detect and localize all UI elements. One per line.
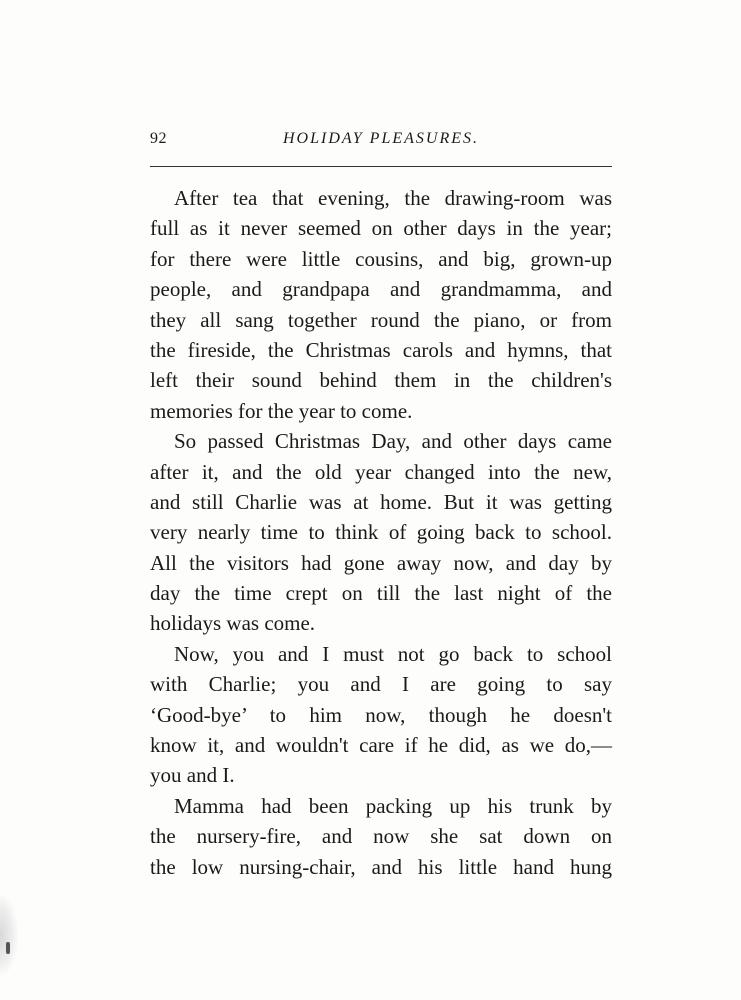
text-line: they all sang together round the piano, or from	[150, 307, 612, 332]
text-line: for there were little cousins, and big, grown-up	[150, 246, 612, 271]
paragraph	[150, 183, 612, 426]
running-head: HOLIDAY PLEASURES.	[283, 130, 479, 147]
text-line: the nursery-fire, and now she sat down on	[150, 824, 612, 849]
text-line: day the time crept on till the last night of the	[150, 581, 612, 606]
text-line: holidays was come.	[150, 611, 316, 636]
text-line: after it, and the old year changed into the new,	[150, 459, 612, 484]
text-line: left their sound behind them in the children's	[150, 368, 612, 393]
text-line: people, and grandpapa and grandmamma, and	[150, 277, 612, 302]
text-line: Now, you and I must not go back to school	[174, 641, 612, 666]
text-line: memories for the year to come.	[150, 398, 413, 423]
text-line: you and I.	[150, 763, 235, 788]
text-line: So passed Christmas Day, and other days came	[174, 429, 612, 454]
text-line: and still Charlie was at home. But it was getting	[150, 489, 612, 514]
page-header	[150, 130, 612, 158]
text-line: the fireside, the Christmas carols and hymns, that	[150, 337, 612, 362]
text-line: All the visitors had gone away now, and day by	[150, 550, 612, 575]
body-text	[150, 183, 612, 882]
page-number: 92	[150, 130, 167, 147]
text-line: full as it never seemed on other days in the year;	[150, 216, 612, 241]
text-line: the low nursing-chair, and his little hand hung	[150, 854, 612, 879]
text-line: know it, and wouldn't care if he did, as we do,—	[150, 733, 612, 758]
paragraph	[150, 791, 612, 882]
page-edge-smudge	[0, 895, 18, 975]
text-line: with Charlie; you and I are going to say	[150, 672, 612, 697]
text-line: Mamma had been packing up his trunk by	[174, 793, 612, 818]
text-line: very nearly time to think of going back to school.	[150, 520, 612, 545]
paragraph	[150, 426, 612, 639]
text-line: ‘Good-bye’ to him now, though he doesn't	[150, 702, 612, 727]
paragraph	[150, 639, 612, 791]
ink-speck	[6, 942, 10, 954]
text-line: After tea that evening, the drawing-room was	[174, 186, 612, 210]
header-rule	[150, 166, 612, 167]
